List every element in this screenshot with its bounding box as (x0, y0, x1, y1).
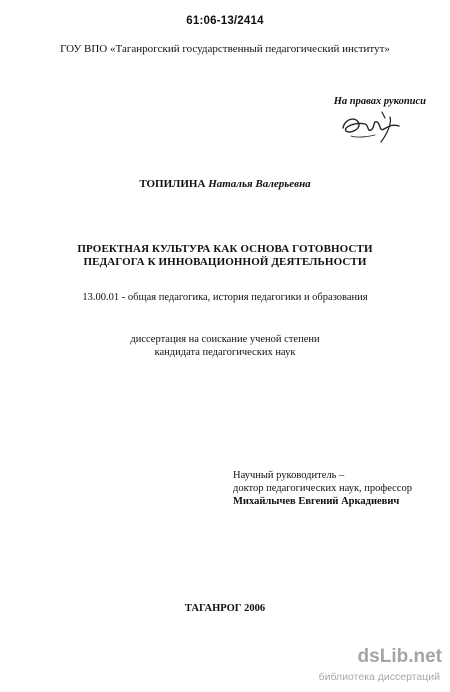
advisor-name: Михайлычев Евгений Аркадиевич (233, 496, 400, 507)
watermark-subtitle: библиотека диссертаций (318, 671, 440, 683)
author-surname: ТОПИЛИНА (139, 178, 206, 190)
author-given-names: Наталья Валерьевна (208, 178, 311, 190)
institution-name: ГОУ ВПО «Таганрогский государственный педагогический институт» (60, 43, 390, 55)
specialty-code: 13.00.01 - общая педагогика, история педагогики и образования (82, 292, 368, 303)
advisor-credentials: доктор педагогических наук, профессор (233, 483, 412, 494)
dslib-watermark (262, 646, 442, 686)
dissertation-title-line-2: ПЕДАГОГА К ИННОВАЦИОННОЙ ДЕЯТЕЛЬНОСТИ (83, 256, 367, 268)
advisor-role: Научный руководитель – (233, 470, 345, 481)
handwritten-signature (337, 106, 407, 146)
watermark-brand: dsLib.net (357, 646, 442, 667)
degree-line-2: кандидата педагогических наук (154, 347, 296, 358)
dissertation-title-line-1: ПРОЕКТНАЯ КУЛЬТУРА КАК ОСНОВА ГОТОВНОСТИ (77, 243, 373, 255)
archive-stamp: 61:06-13/2414 (186, 15, 264, 27)
rights-note: На правах рукописи (333, 96, 426, 107)
degree-line-1: диссертация на соискание ученой степени (130, 334, 320, 345)
author-name (0, 178, 450, 190)
city-year: ТАГАНРОГ 2006 (184, 603, 266, 614)
